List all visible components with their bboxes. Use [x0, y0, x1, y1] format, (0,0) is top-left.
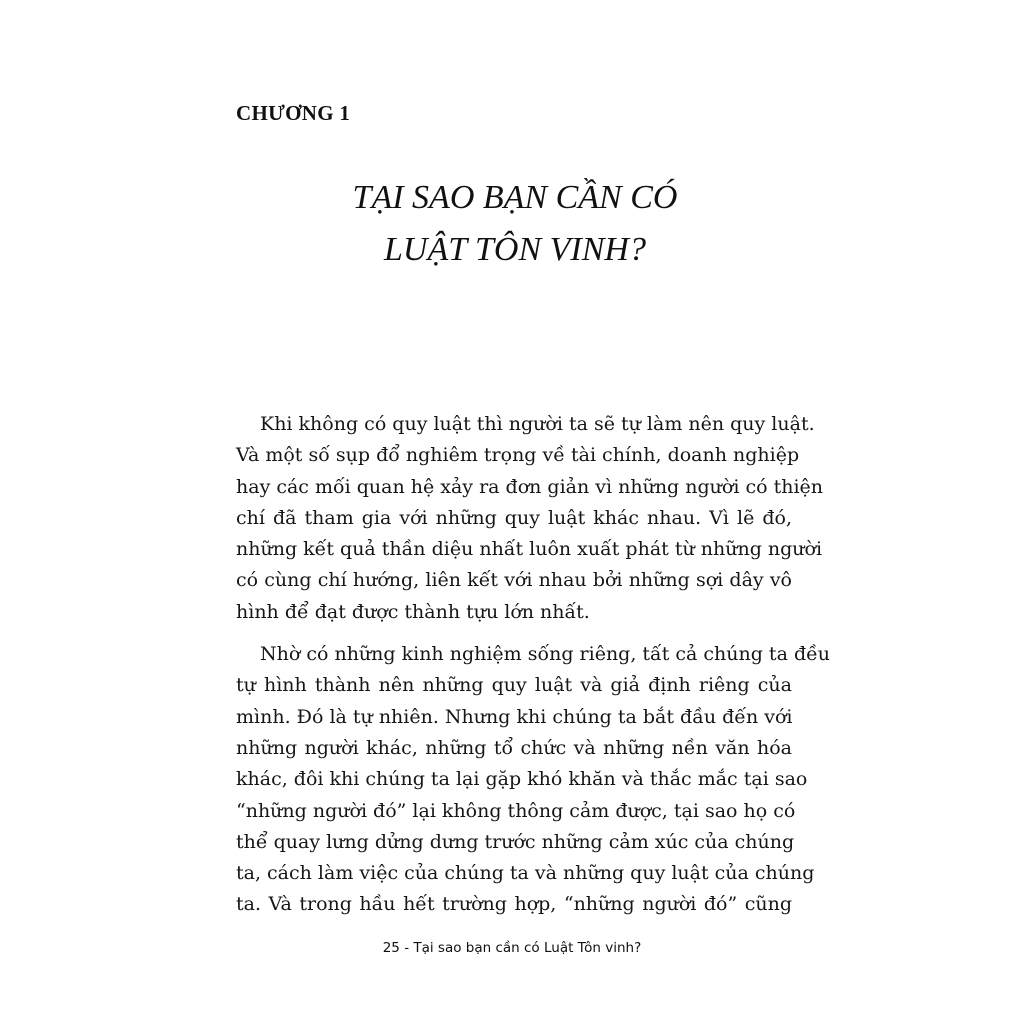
text-line: hình để đạt được thành tựu lớn nhất. [236, 600, 590, 623]
page-footer: 25 - Tại sao bạn cần có Luật Tôn vinh? [382, 940, 642, 956]
text-line: “những người đó” lại không thông cảm được, tại sao họ có [236, 799, 796, 822]
chapter-label: CHƯƠNG 1 [236, 101, 351, 125]
text-line: chí đã tham gia với những quy luật khác nhau. Vì lẽ đó, [236, 506, 792, 529]
chapter-title-line: LUẬT TÔN VINH? [384, 231, 646, 268]
text-line: Và một số sụp đổ nghiêm trọng về tài chính, doanh nghiệp [236, 444, 800, 467]
text-line: tự hình thành nên những quy luật và giả định riêng của [236, 674, 792, 697]
text-line: Nhờ có những kinh nghiệm sống riêng, tất cả chúng ta đều [260, 643, 831, 666]
text-line: thể quay lưng dửng dưng trước những cảm xúc của chúng [236, 830, 795, 853]
paragraph-gap [236, 628, 792, 639]
body-text [236, 409, 831, 921]
text-line: những người khác, những tổ chức và những nền văn hóa [236, 736, 792, 759]
text-line: những kết quả thần diệu nhất luôn xuất phát từ những người [236, 538, 823, 561]
text-line: ta. Và trong hầu hết trường hợp, “những người đó” cũng [236, 893, 792, 916]
paragraph [236, 639, 831, 921]
text-line: khác, đôi khi chúng ta lại gặp khó khăn và thắc mắc tại sao [236, 768, 808, 791]
text-line: mình. Đó là tự nhiên. Nhưng khi chúng ta bắt đầu đến với [236, 705, 793, 728]
text-line: ta, cách làm việc của chúng ta và những quy luật của chúng [236, 862, 815, 885]
text-line: Khi không có quy luật thì người ta sẽ tự làm nên quy luật. [260, 413, 815, 435]
text-line: có cùng chí hướng, liên kết với nhau bởi những sợi dây vô [236, 569, 792, 592]
chapter-title [240, 172, 790, 276]
chapter-title-line: TẠI SAO BẠN CẦN CÓ [352, 179, 678, 216]
paragraph [236, 409, 823, 628]
text-line: hay các mối quan hệ xảy ra đơn giản vì những người có thiện [236, 475, 823, 498]
